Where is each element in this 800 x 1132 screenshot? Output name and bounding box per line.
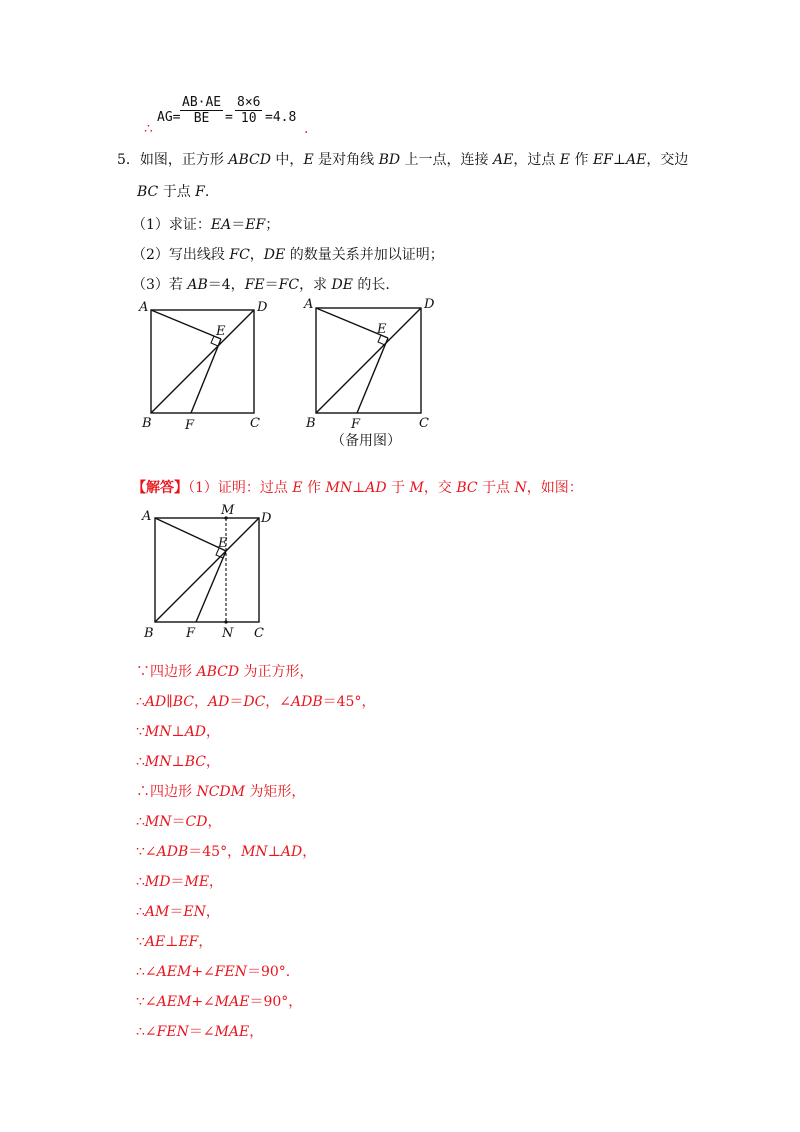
- formula-fraction-1: [180, 95, 223, 126]
- formula-fraction-2: [235, 95, 262, 126]
- label-c: C: [419, 416, 429, 431]
- formula-equals: =: [225, 110, 233, 125]
- diagonal-bd: [316, 308, 421, 413]
- segment-ef: [357, 338, 388, 413]
- diagonal-bd: [155, 518, 259, 622]
- segment-ef: [196, 551, 226, 622]
- proof-step: ∵∠AEM+∠MAE＝90°，: [136, 994, 303, 1010]
- formula-rhs: =4.8: [265, 110, 297, 125]
- label-d: D: [257, 300, 268, 315]
- label-a: A: [142, 509, 152, 524]
- label-d: D: [424, 297, 435, 312]
- label-m: M: [221, 503, 235, 518]
- answer-header: 【解答】（1）证明：过点 E 作 MN⊥AD 于 M，交 BC 于点 N，如图：: [132, 480, 583, 496]
- label-b: B: [144, 626, 154, 641]
- proof-step: ∴MN⊥BC，: [136, 754, 220, 770]
- diagonal-bd: [151, 310, 254, 413]
- proof-step: ∴∠AEM+∠FEN＝90°.: [136, 964, 291, 980]
- figure-1: [135, 295, 285, 435]
- proof-step: ∵MN⊥AD，: [136, 724, 221, 740]
- label-e: E: [216, 324, 226, 339]
- proof-step: ∴AM＝EN，: [136, 904, 220, 920]
- label-n: N: [222, 626, 234, 641]
- proof-step: ∴∠FEN＝∠MAE，: [136, 1024, 264, 1040]
- label-d: D: [261, 511, 272, 526]
- fraction-1-denominator: BE: [193, 111, 210, 126]
- proof-step: ∴AD∥BC，AD＝DC，∠ADB＝45°，: [136, 694, 376, 710]
- therefore-symbol: ∴: [144, 121, 153, 137]
- proof-step: ∴MN＝CD，: [136, 814, 222, 830]
- label-c: C: [250, 416, 260, 431]
- label-f: F: [185, 418, 195, 433]
- fraction-2-numerator: 8×6: [237, 95, 261, 110]
- label-b: B: [142, 416, 152, 431]
- label-a: A: [139, 300, 149, 315]
- question-1: （1）求证：EA＝EF；: [132, 217, 280, 233]
- segment-ae: [155, 518, 226, 551]
- label-e: E: [377, 322, 387, 337]
- figure-3: [140, 503, 280, 643]
- proof-step: ∴MD＝ME，: [136, 874, 224, 890]
- proof-step: ∵AE⊥EF，: [136, 934, 213, 950]
- figure-2: [300, 293, 450, 433]
- point-n: [224, 620, 227, 623]
- problem-line-2: BC 于点 F.: [137, 184, 210, 200]
- proof-step: ∴四边形 NCDM 为矩形，: [136, 784, 306, 800]
- formula-end-dot: .: [304, 121, 309, 137]
- fraction-2-denominator: 10: [240, 111, 257, 126]
- problem-line-1: 5．如图，正方形 ABCD 中，E 是对角线 BD 上一点，连接 AE，过点 E 作 EF⊥AE，交边: [117, 152, 689, 168]
- label-f: F: [351, 417, 361, 432]
- label-b: B: [306, 416, 316, 431]
- proof-step: ∵∠ADB＝45°，MN⊥AD，: [136, 844, 317, 860]
- proof-step: ∵四边形 ABCD 为正方形，: [136, 664, 314, 680]
- segment-ef: [191, 339, 221, 413]
- label-c: C: [254, 626, 264, 641]
- figure-2-caption: （备用图）: [331, 433, 401, 449]
- question-2: （2）写出线段 FC，DE 的数量关系并加以证明；: [132, 247, 444, 263]
- problem-number: 5．: [117, 152, 140, 168]
- question-3: （3）若 AB＝4，FE＝FC，求 DE 的长.: [132, 277, 390, 293]
- label-a: A: [304, 297, 314, 312]
- label-f: F: [186, 626, 196, 641]
- fraction-1-numerator: AB·AE: [182, 95, 222, 110]
- formula-lhs: AG=: [157, 110, 181, 125]
- label-e: E: [218, 536, 228, 551]
- segment-ae: [151, 310, 221, 339]
